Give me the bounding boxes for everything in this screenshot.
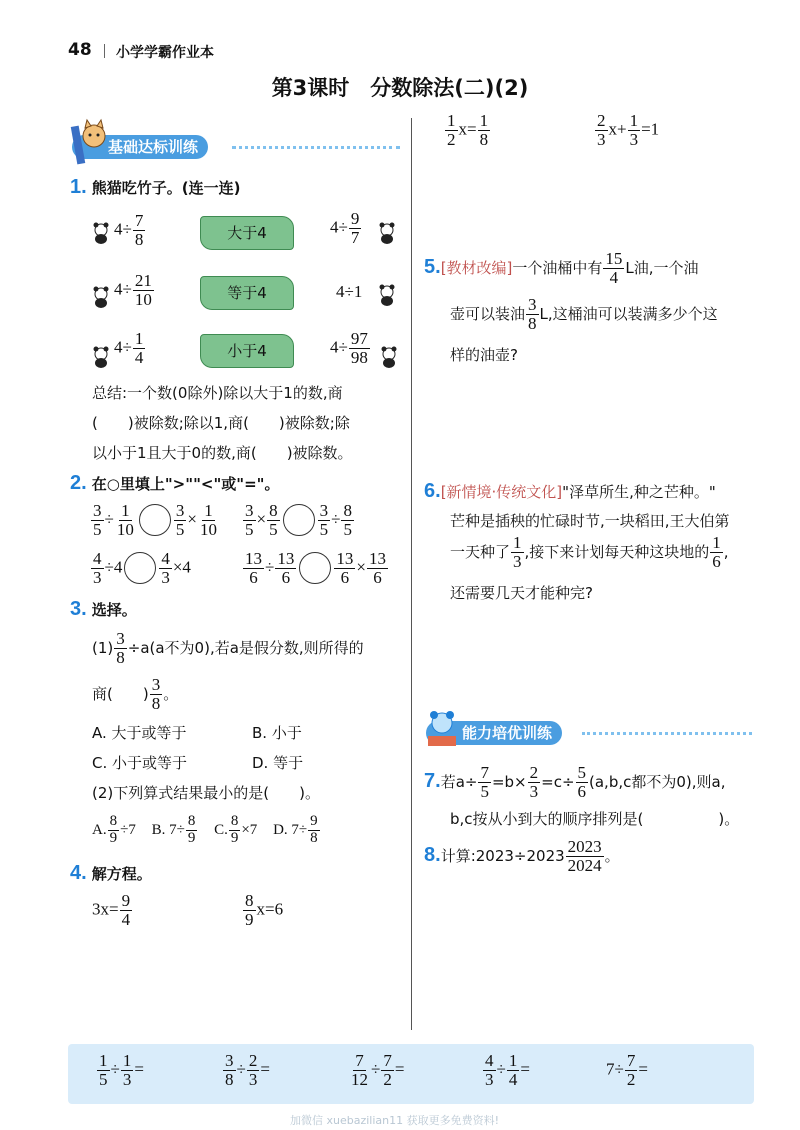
q1-summary: 总结:一个数(0除外)除以大于1的数,商 ( )被除数;除以1,商( )被除数;除 以小于1且大于0的数,商( )被除数。 [92,384,353,462]
q1-left-expr-1[interactable]: 4÷ $\frac{7}{8}$ [114,211,144,249]
q1-left-expr-2[interactable]: 4÷ $\frac{21}{10}$ [114,271,152,309]
cat-pencil-icon [70,118,110,168]
q6-line4: 还需要几天才能种完? [450,584,593,602]
panda-icon [378,222,396,244]
q2-number: 2. [70,472,87,494]
compare-circle[interactable] [299,552,331,584]
column-divider [411,118,412,1030]
panda-icon [378,284,396,306]
leaf-equal-4[interactable]: 等于4 [200,276,294,310]
q7-line2: b,c按从小到大的顺序排列是( )。 [450,810,740,828]
panda-icon [92,222,110,244]
q6-line2: 芒种是插秧的忙碌时节,一块稻田,王大伯第 [450,512,730,530]
q1-title: 熊猫吃竹子。(连一连) [91,179,241,197]
q3-number: 3. [70,598,87,620]
compare-circle[interactable] [283,504,315,536]
q4-number: 4. [70,862,87,884]
q8-line: 8.计算:2023÷2023 $\frac{2023}{2024}$ 。 [424,837,620,875]
q6-line3: 一天种了 $\frac{1}{3}$ ,接下来计划每天种这块地的 $\frac{1}{6}$ , [450,533,729,571]
q2-title: 在○里填上">""<"或"="。 [91,475,280,493]
q5-tag: [教材改编] [440,258,513,277]
q3-opt2-c[interactable]: C. $\frac{8}{9}$ ×7 [214,813,258,846]
q7-line1: 7.若a÷ $\frac{7}{5}$ =b× $\frac{2}{3}$ =c÷ $\frac{5}{6}$ (a,b,c都不为0),则a, [424,763,726,801]
header-divider [104,44,105,58]
q3-part1-line1: (1) $\frac{3}{8}$ ÷a(a不为0),若a是假分数,则所得的 [92,629,364,667]
q2-row1-b: $\frac{3}{5}$ × $\frac{8}{5}$ $\frac{3}{5}$ ÷ $\frac{8}{5}$ [245,501,352,539]
footer-item-1: $\frac{1}{5}$ ÷ $\frac{1}{3}$ = [99,1051,144,1089]
q3-opt2-a[interactable]: A. $\frac{8}{9}$ ÷7 [92,813,136,846]
compare-circle[interactable] [124,552,156,584]
q4-equation-3: $\frac{1}{2}$ x= $\frac{1}{8}$ [447,111,489,149]
q5-line1: 5.[教材改编]一个油桶中有 $\frac{15}{4}$ L油,一个油 [424,249,699,287]
q3-opts2 [92,814,321,847]
basic-section-label: 基础达标训练 [72,135,208,159]
leaf-greater-than-4[interactable]: 大于4 [200,216,294,250]
q3-option-d[interactable]: D. 等于 [252,754,304,772]
q2-row1-a: $\frac{3}{5}$ ÷ $\frac{1}{10}$ $\frac{3}{5}$ × $\frac{1}{10}$ [93,501,217,539]
q1-right-expr-3[interactable]: 4÷ $\frac{97}{98}$ [330,329,368,367]
q3-part2: (2)下列算式结果最小的是( )。 [92,784,320,802]
q6-tag: [新情境·传统文化] [440,483,563,501]
q3-opt2-b[interactable]: B. 7÷ $\frac{8}{9}$ [151,813,196,846]
panda-icon [92,346,110,368]
q1-number: 1. [70,176,87,198]
q3-option-b[interactable]: B. 小于 [252,724,302,742]
footer-item-3: $\frac{7}{12}$ ÷ $\frac{7}{2}$ = [351,1051,405,1089]
basic-section-dots [232,146,400,149]
q2-row2-b: $\frac{13}{6}$ ÷ $\frac{13}{6}$ $\frac{13}{6}$ × $\frac{13}{6}$ [245,549,386,587]
q3-option-a[interactable]: A. 大于或等于 [92,724,187,742]
lesson-title: 第3课时 分数除法(二)(2) [271,76,529,100]
q5-line3: 样的油壶? [450,346,518,364]
footer-item-4: $\frac{4}{3}$ ÷ $\frac{1}{4}$ = [485,1051,530,1089]
q4-title: 解方程。 [91,865,152,883]
q4-equation-4: $\frac{2}{3}$ x+ $\frac{1}{3}$ =1 [597,111,660,149]
panda-icon [380,346,398,368]
q1-left-expr-3[interactable]: 4÷ $\frac{1}{4}$ [114,329,144,367]
leaf-less-than-4[interactable]: 小于4 [200,334,294,368]
q6-line1: 6.[新情境·传统文化]"泽草所生,种之芒种。" [424,480,716,502]
panda-reading-icon [424,710,460,750]
footer-item-5: 7÷ $\frac{7}{2}$ = [606,1051,648,1089]
advanced-section-label: 能力培优训练 [426,721,562,745]
q2-row2-a: $\frac{4}{3}$ ÷4 $\frac{4}{3}$ ×4 [93,549,191,587]
q3-option-c[interactable]: C. 小于或等于 [92,754,188,772]
compare-circle[interactable] [139,504,171,536]
panda-icon [92,286,110,308]
footer-watermark: 加微信 xuebazilian11 获取更多免费资料! [290,1114,500,1127]
q5-line2: 壶可以装油 $\frac{3}{8}$ L,这桶油可以装满多少个这 [450,295,718,333]
footer-practice-strip [68,1044,754,1104]
book-title: 小学学霸作业本 [116,45,214,61]
footer-item-2: $\frac{3}{8}$ ÷ $\frac{2}{3}$ = [225,1051,270,1089]
q1-right-expr-1[interactable]: 4÷ $\frac{9}{7}$ [330,209,360,247]
page-number: 48 [68,40,92,60]
q4-equation-2: $\frac{8}{9}$ x=6 [245,891,284,929]
q3-opt2-d[interactable]: D. 7÷ $\frac{9}{8}$ [273,813,318,846]
q4-equation-1: 3x= $\frac{9}{4}$ [92,891,131,929]
q1-right-expr-2[interactable]: 4÷1 [336,282,363,301]
q3-title: 选择。 [91,601,137,619]
q3-part1-line2: 商( ) $\frac{3}{8}$ 。 [92,675,179,713]
advanced-section-dots [582,732,752,735]
